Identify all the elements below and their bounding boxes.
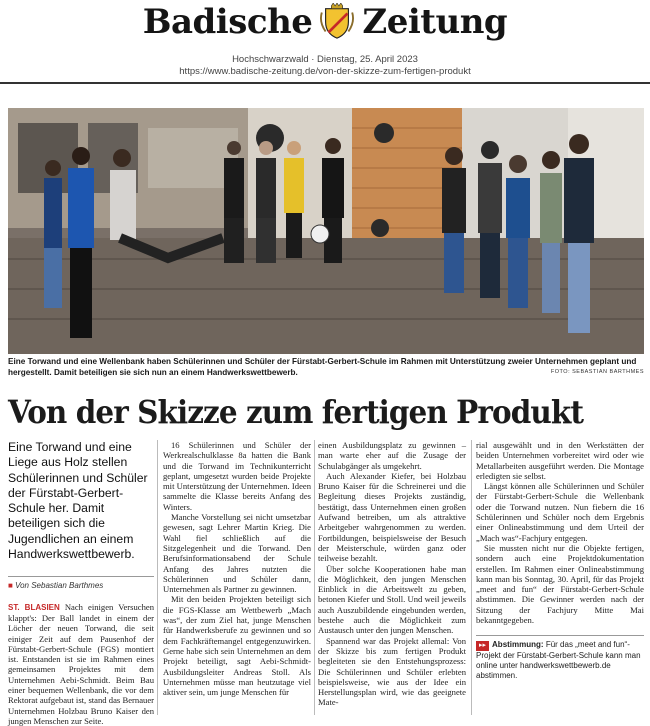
byline-author: Von Sebastian Barthmes — [15, 581, 104, 591]
article-paragraph: Mit den beiden Projekten beteiligt sich die FGS-Klasse am Wettbewerb „Mach was“, der zum Ziel hat, junge Menschen für Handwerksberufe zu gewinnen und so dem Fachkräftemangel entgegenzuwirken. Gerne habe sich sein Unternehmen an dem Projekt beteiligt, sagt Aebi-Schmidt-Ausbildungsleiter Andreas Stoll. Als Unternehmen müsse man heutzutage viel aktiver sein, um junge Menschen für — [163, 594, 311, 698]
brand-word-right: Zeitung — [362, 2, 508, 42]
byline — [8, 576, 154, 591]
article-column-2 — [163, 440, 311, 697]
article-column-1 — [8, 440, 154, 726]
article-url[interactable]: https://www.badische-zeitung.de/von-der-skizze-zum-fertigen-produkt — [179, 66, 471, 77]
article-paragraph: rial ausgewählt und in den Werkstätten der beiden Unternehmen vorbereitet wird oder wie Metallarbeiten ausgeführt werden. Die Montage erledigten sie selbst. — [476, 440, 644, 481]
brand-word-left: Badische — [142, 2, 313, 42]
photo-illustration — [8, 108, 644, 354]
column-divider — [157, 440, 158, 715]
article-column-4 — [476, 440, 644, 681]
article-headline: Von der Skizze zum fertigen Produkt — [8, 393, 584, 431]
article-paragraph: Auch Alexander Kiefer, bei Holzbau Bruno Kaiser für die Schreinerei und die Begleitung dieses Projekts zuständig, bestätigt, dass Unternehmen einen großen Aufwand betreiben, um als attraktive Arbeitgeber wahrgenommen zu werden. Fortbildungen, beispielsweise der Besuch der Meisterschule, würden ganz oder teilweise bezahlt. — [318, 470, 466, 564]
column-divider — [314, 440, 315, 715]
info-lead: Abstimmung: — [492, 640, 544, 650]
photo-caption: Eine Torwand und eine Wellenbank haben Schülerinnen und Schüler der Fürstabt-Gerbert-Schule im Rahmen mit Unterstützung zweier Unternehmen geplant und hergestellt. Damit beteiligen sie sich nun an einem Handwerkswettbewerb. — [8, 357, 637, 377]
article-column-3 — [318, 440, 466, 708]
article-paragraph: Längst können alle Schülerinnen und Schüler der Fürstabt-Gerbert-Schule die Wellenbank oder die Torwand nutzen. Nun fiebern die 16 Schülerinnen und Schüler noch dem Ergebnis einer Onlineabstimmung und dem Urteil der „Mach was“-Fachjury entgegen. — [476, 481, 644, 543]
dateline: ST. BLASIEN — [8, 602, 60, 612]
article-paragraph: Über solche Kooperationen habe man die Möglichkeit, den jungen Menschen Einblick in die Arbeitswelt zu geben, betonen Kiefer und Stoll. Und weil jeweils auch Auszubildende eingebunden werden, bestehe auch die Möglichkeit zum Austausch unter den jungen Menschen. — [318, 563, 466, 636]
masthead-rule — [0, 82, 650, 84]
article-paragraph: Spannend war das Projekt allemal: Von der Skizze bis zum fertigen Produkt begleiteten sie den Entstehungsprozess: Die Schülerinnen und Schüler erlebten beispielsweise, wie aus der Idee ein Herstellungsplan wird, wie das geeignete Mate- — [318, 635, 466, 708]
info-text[interactable]: Für das „meet and fun“-Projekt der Fürstabt-Gerbert-Schule kann man online unter handwerkswettbewerb.de abstimmen. — [476, 640, 641, 681]
article-paragraph: Sie mussten nicht nur die Objekte fertigen, sondern auch eine Projektdokumentation erstellen. Im Rahmen einer Onlineabstimmung kann man bis Sonntag, 30. April, für das Projekt „meet and fun“ der Fürstabt-Gerbert-Schule abstimmen. Die Gewinner werden nach der Sitzung der Fachjury Mitte Mai bekanntgegeben. — [476, 542, 644, 626]
info-arrow-icon: ▸▸ — [476, 641, 489, 651]
paragraph-text: Nach einigen Versuchen klappt's: Der Ball landet in einem der Löcher der neuen Torwand, die seit einiger Zeit auf dem Pausenhof der Fürstabt-Gerbert-Schule (FGS) montiert ist. Entstanden ist sie im Rahmen eines gemeinsamen Projektes mit dem Unternehmen Aebi-Schmidt. Beim Bau einer bequemen Wellenbank, die vor dem Rektorat aufgebaut ist, stand das Bernauer Unternehmen Holzbau Bruno Kaiser den jungen Menschen zur Seite. — [8, 601, 154, 726]
newspaper-brand[interactable] — [0, 2, 650, 42]
coat-of-arms-icon — [318, 3, 356, 41]
article-paragraph — [8, 602, 154, 726]
masthead — [0, 0, 650, 84]
article-teaser: Eine Torwand und eine Liege aus Holz stellen Schülerinnen und Schüler der Fürstabt-Gerbert-Schule her. Damit beteiligen sich die Jugendlichen an einem Handwerkswettbewerb. — [8, 440, 148, 562]
photo-credit: FOTO: SEBASTIAN BARTHMES — [550, 369, 644, 375]
article-paragraph: 16 Schülerinnen und Schüler der Werkrealschulklasse 8a hatten die Bank und die Torwand im Technikunterricht geplant, umgesetzt wurden beide Projekte mit Unterstützung der Unternehmen. Ideen sammelte die Klasse bereits Anfang des Winters. — [163, 440, 311, 512]
byline-marker-icon: ■ — [8, 581, 16, 591]
article-paragraph: Manche Vorstellung sei nicht umsetzbar gewesen, sagt Lehrer Martin Krieg. Die Wahl fiel schließlich auf die Sitzgelegenheit und die Torwand. Den Berufsinformationsabend der Schule Anfang des Jahres nutzten die Schülerinnen und Schüler dann, Unternehmen als Partner zu gewinnen. — [163, 512, 311, 595]
article-photo — [8, 108, 644, 354]
column-divider — [471, 440, 472, 715]
info-box — [476, 635, 644, 681]
article-paragraph: einen Ausbildungsplatz zu gewinnen – man warte eher auf die Zusage der Schulabgänger als umgekehrt. — [318, 440, 466, 471]
edition-date: Hochschwarzwald · Dienstag, 25. April 2023 — [232, 54, 418, 65]
